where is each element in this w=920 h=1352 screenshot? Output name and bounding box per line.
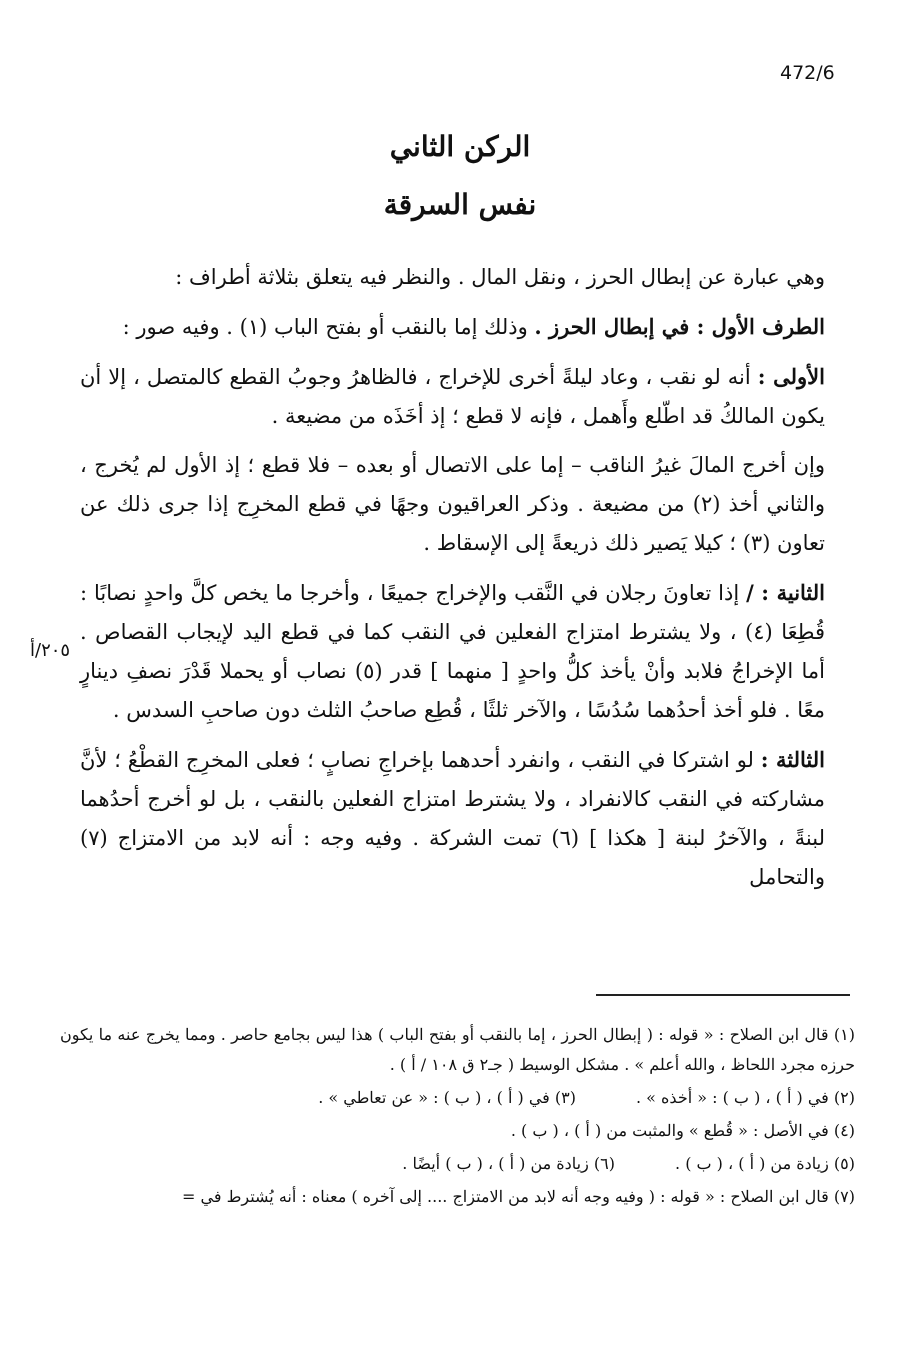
paragraph-third-case (80, 740, 825, 897)
paragraph-text: لو اشتركا في النقب ، وانفرد أحدهما بإخراجِ نصابٍ ؛ فعلى المخرِج القطْعُ ؛ لأنَّ مشاركته في النقب كالانفراد ، ولا يشترط امتزاج الفعلين بالنقب ، بل لو أخرج أحدُهما لبنةً ، والآخرُ لبنة [ هكذا ] (٦) تمت الشركة . وفيه وجه : أنه لابد من الامتزاج (٧) والتحامل (80, 748, 826, 889)
footnote-6: (٦) زيادة من ( أ ) ، ( ب ) أيضًا . (402, 1154, 616, 1173)
chapter-title: الركن الثاني (389, 130, 531, 163)
paragraph-text: أنه لو نقب ، وعاد ليلةً أخرى للإخراج ، فالظاهرُ وجوبُ القطع كالمتصل ، إلا أن يكون المالكُ قد اطّلع وأَهمل ، فإنه لا قطع ؛ إذ أخَذَه من مضيعة . (80, 365, 825, 428)
margin-note: ٢٠٥/أ (30, 640, 71, 661)
footnote-4: (٤) في الأصل : « قُطع » والمثبت من ( أ ) ، ( ب ) . (510, 1121, 855, 1140)
paragraph-text: إذا تعاونَ رجلان في النَّقب والإخراج جميعًا ، وأخرجا ما يخص كلَّ واحدٍ نصابًا : قُطِعَا (٤) ، ولا يشترط امتزاج الفعلين في النقب كما في قطع اليد لإيجاب القصاص . أما الإخراجُ فلابد وأنْ يأخذ كلُّ واحدٍ [ منهما ] قدر (٥) نصاب أو يحملا قَدْرَ نصفِ دينارٍ معًا . فلو أخذ أحدُهما سُدُسًا ، والآخر ثلثًا ، قُطِع صاحبُ الثلث دون صاحبِ السدس . (80, 581, 825, 722)
paragraph-lead: الثالثة : (760, 747, 825, 772)
footnote-3: (٣) في ( أ ) ، ( ب ) : « عن تعاطي » . (318, 1088, 576, 1107)
paragraph-second-case (80, 573, 825, 730)
paragraph-non-breaker: وإن أخرج المالَ غيرُ الناقب – إما على الاتصال أو بعده – فلا قطع ؛ إذ الأول لم يُخرج ، والثاني أخذ (٢) من مضيعة . وذكر العراقيون وجهًا في قطع المخرِج إذا جرى ذلك عن تعاون (٣) ؛ كيلا يَصير ذلك ذريعةً إلى الإسقاط . (80, 453, 825, 555)
footnote-row (60, 1149, 855, 1179)
page-number: 472/6 (780, 62, 835, 84)
intro-paragraph: وهي عبارة عن إبطال الحرز ، ونقل المال . والنظر فيه يتعلق بثلاثة أطراف : (175, 265, 825, 289)
paragraph-first-case (80, 357, 825, 436)
footnote-divider (596, 994, 850, 996)
footnote-5: (٥) زيادة من ( أ ) ، ( ب ) . (675, 1154, 855, 1173)
paragraph-text: وذلك إما بالنقب أو بفتح الباب (١) . وفيه صور : (122, 315, 535, 339)
paragraph-first-part (80, 307, 825, 347)
paragraph-lead: الثانية : / (746, 580, 826, 605)
footnote-7: (٧) قال ابن الصلاح : « قوله : ( وفيه وجه أنه لابد من الامتزاج .... إلى آخره ) معناه : أنه يُشترط في = (182, 1187, 855, 1206)
main-text (80, 258, 825, 907)
paragraph-lead: الطرف الأول : في إبطال الحرز . (534, 314, 825, 339)
footnote-row (60, 1083, 855, 1113)
footnote-1: (١) قال ابن الصلاح : « قوله : ( إبطال الحرز ، إما بالنقب أو بفتح الباب ) هذا ليس بجامع حاصر . ومما يخرج عنه ما يكون حرزه مجرد اللحاظ ، والله أعلم » . مشكل الوسيط ( جـ٢ ق ١٠٨ / أ ) . (60, 1025, 856, 1074)
footnote-2: (٢) في ( أ ) ، ( ب ) : « أخذه » . (636, 1088, 855, 1107)
paragraph-lead: الأولى : (757, 364, 825, 389)
footnotes (60, 1020, 855, 1215)
section-title: نفس السرقة (383, 188, 537, 221)
